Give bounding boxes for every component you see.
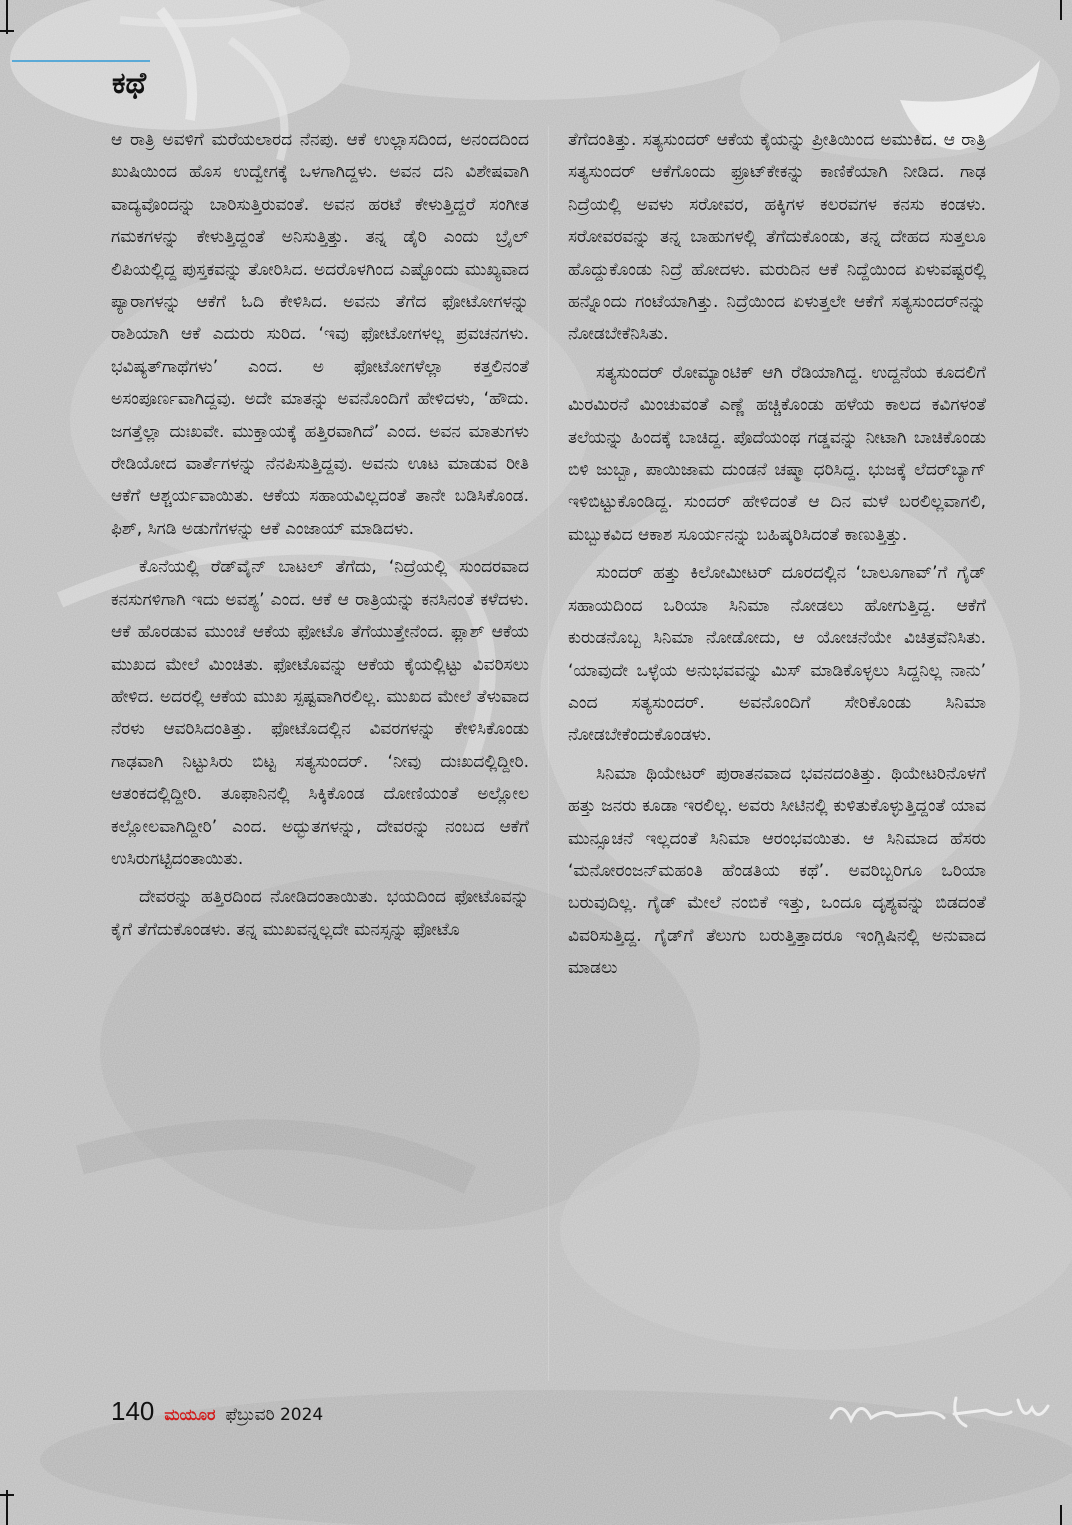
section-label: ಕಥೆ: [112, 66, 147, 101]
paragraph: ಕೊನೆಯಲ್ಲಿ ರೆಡ್‌ವೈನ್ ಬಾಟಲ್ ತೆಗೆದು, ‘ನಿದ್ರೆಯಲ್ಲಿ ಸುಂದರವಾದ ಕನಸುಗಳಿಗಾಗಿ ಇದು ಅವಶ್ಯ’ ಎಂದ. ಆಕೆ ಆ ರಾತ್ರಿಯನ್ನು ಕನಸಿನಂತೆ ಕಳೆದಳು. ಆಕೆ ಹೊರಡುವ ಮುಂಚೆ ಆಕೆಯ ಫೋಟೊ ತೆಗೆಯುತ್ತೇನೆಂದ. ಫ್ಲಾಶ್ ಆಕೆಯ ಮುಖದ ಮೇಲೆ ಮಿಂಚಿತು. ಫೋಟೊವನ್ನು ಆಕೆಯ ಕೈಯಲ್ಲಿಟ್ಟು ವಿವರಿಸಲು ಹೇಳಿದ. ಅದರಲ್ಲಿ ಆಕೆಯ ಮುಖ ಸ್ಪಷ್ಟವಾಗಿರಲಿಲ್ಲ. ಮುಖದ ಮೇಲೆ ತೆಳುವಾದ ನೆರಳು ಆವರಿಸಿದಂತಿತ್ತು. ಫೋಟೊದಲ್ಲಿನ ವಿವರಗಳನ್ನು ಕೇಳಿಸಿಕೊಂಡು ಗಾಢವಾಗಿ ನಿಟ್ಟುಸಿರು ಬಿಟ್ಟ ಸತ್ಯಸುಂದರ್. ‘ನೀವು ದುಃಖದಲ್ಲಿದ್ದೀರಿ. ಆತಂಕದಲ್ಲಿದ್ದೀರಿ. ತೂಫಾನಿನಲ್ಲಿ ಸಿಕ್ಕಿಕೊಂಡ ದೋಣಿಯಂತೆ ಅಲ್ಲೋಲ ಕಲ್ಲೋಲವಾಗಿದ್ದೀರಿ’ ಎಂದ. ಅದ್ಭುತಗಳನ್ನು, ದೇವರನ್ನು ನಂಬದ ಆಕೆಗೆ ಉಸಿರುಗಟ್ಟಿದಂತಾಯಿತು.: [111, 557, 529, 869]
crop-mark: [1060, 0, 1062, 20]
paragraph: ತೆಗೆದಂತಿತ್ತು. ಸತ್ಯಸುಂದರ್ ಆಕೆಯ ಕೈಯನ್ನು ಪ್ರೀತಿಯಿಂದ ಅಮುಕಿದ. ಆ ರಾತ್ರಿ ಸತ್ಯಸುಂದರ್ ಆಕೆಗೊಂದು ಫ್ರೂಟ್‌ಕೇಕನ್ನು ಕಾಣಿಕೆಯಾಗಿ ನೀಡಿದ. ಗಾಢ ನಿದ್ರೆಯಲ್ಲಿ ಅವಳು ಸರೋವರ, ಹಕ್ಕಿಗಳ ಕಲರವಗಳ ಕನಸು ಕಂಡಳು. ಸರೋವರವನ್ನು ತನ್ನ ಬಾಹುಗಳಲ್ಲಿ ತೆಗೆದುಕೊಂಡು, ತನ್ನ ದೇಹದ ಸುತ್ತಲೂ ಹೊದ್ದುಕೊಂಡು ನಿದ್ರೆ ಹೋದಳು. ಮರುದಿನ ಆಕೆ ನಿದ್ದೆಯಿಂದ ಏಳುವಷ್ಟರಲ್ಲಿ ಹನ್ನೊಂದು ಗಂಟೆಯಾಗಿತ್ತು. ನಿದ್ರೆಯಿಂದ ಏಳುತ್ತಲೇ ಆಕೆಗೆ ಸತ್ಯಸುಂದರ್‌ನನ್ನು ನೋಡಬೇಕೆನಿಸಿತು.: [568, 130, 986, 345]
paragraph: ಆ ರಾತ್ರಿ ಅವಳಿಗೆ ಮರೆಯಲಾರದ ನೆನಪು. ಆಕೆ ಉಲ್ಲಾಸದಿಂದ, ಅನಂದದಿಂದ ಖುಷಿಯಿಂದ ಹೊಸ ಉದ್ವೇಗಕ್ಕೆ ಒಳಗಾಗಿದ್ದಳು. ಅವನ ದನಿ ವಿಶೇಷವಾಗಿ ವಾದ್ಯವೊಂದನ್ನು ಬಾರಿಸುತ್ತಿರುವಂತೆ. ಅವನ ಹರಟೆ ಕೇಳುತ್ತಿದ್ದರೆ ಸಂಗೀತ ಗಮಕಗಳನ್ನು ಕೇಳುತ್ತಿದ್ದಂತೆ ಅನಿಸುತ್ತಿತ್ತು. ತನ್ನ ಡೈರಿ ಎಂದು ಬ್ರೈಲ್ ಲಿಪಿಯಲ್ಲಿದ್ದ ಪುಸ್ತಕವನ್ನು ತೋರಿಸಿದ. ಅದರೊಳಗಿಂದ ಎಷ್ಟೊಂದು ಮುಖ್ಯವಾದ ಪ್ಯಾರಾಗಳನ್ನು ಆಕೆಗೆ ಓದಿ ಕೇಳಿಸಿದ. ಅವನು ತೆಗೆದ ಫೋಟೋಗಳನ್ನು ರಾಶಿಯಾಗಿ ಆಕೆ ಎದುರು ಸುರಿದ. ‘ಇವು ಫೋಟೋಗಳಲ್ಲ ಪ್ರವಚನಗಳು. ಭವಿಷ್ಯತ್‌ಗಾಥೆಗಳು’ ಎಂದ. ಅ ಫೋಟೋಗಳೆಲ್ಲಾ ಕತ್ತಲಿನಂತೆ ಅಸಂಪೂರ್ಣವಾಗಿದ್ದವು. ಅದೇ ಮಾತನ್ನು ಅವನೊಂದಿಗೆ ಹೇಳಿದಳು, ‘ಹೌದು. ಜಗತ್ತೆಲ್ಲಾ ದುಃಖವೇ. ಮುಕ್ತಾಯಕ್ಕೆ ಹತ್ತಿರವಾಗಿದೆ’ ಎಂದ. ಅವನ ಮಾತುಗಳು ರೇಡಿಯೋದ ವಾರ್ತೆಗಳನ್ನು ನೆನಪಿಸುತ್ತಿದ್ದವು. ಅವನು ಊಟ ಮಾಡುವ ರೀತಿ ಆಕೆಗೆ ಆಶ್ಚರ್ಯವಾಯಿತು. ಆಕೆಯ ಸಹಾಯವಿಲ್ಲದಂತೆ ತಾನೇ ಬಡಿಸಿಕೊಂಡ. ಫಿಶ್, ಸಿಗಡಿ ಅಡುಗೆಗಳನ್ನು ಆಕೆ ಎಂಜಾಯ್ ಮಾಡಿದಳು.: [111, 130, 529, 539]
paragraph: ಸತ್ಯಸುಂದರ್ ರೋಮ್ಯಾಂಟಿಕ್ ಆಗಿ ರೆಡಿಯಾಗಿದ್ದ. ಉದ್ದನೆಯ ಕೂದಲಿಗೆ ಮಿರಮಿರನೆ ಮಿಂಚುವಂತೆ ಎಣ್ಣೆ ಹಚ್ಚಿಕೊಂಡು ಹಳೆಯ ಕಾಲದ ಕವಿಗಳಂತೆ ತಲೆಯನ್ನು ಹಿಂದಕ್ಕೆ ಬಾಚಿದ್ದ. ಪೊದೆಯಂಥ ಗಡ್ಡವನ್ನು ನೀಟಾಗಿ ಬಾಚಿಕೊಂಡು ಬಿಳಿ ಜುಬ್ಬಾ, ಪಾಯಿಜಾಮ ದುಂಡನೆ ಚಷ್ಮಾ ಧರಿಸಿದ್ದ. ಭುಜಕ್ಕೆ ಲೆದರ್‌ಬ್ಯಾಗ್ ಇಳಿಬಿಟ್ಟುಕೊಂಡಿದ್ದ. ಸುಂದರ್ ಹೇಳಿದಂತೆ ಆ ದಿನ ಮಳೆ ಬರಲಿಲ್ಲವಾಗಲಿ, ಮಬ್ಬುಕವಿದ ಆಕಾಶ ಸೂರ್ಯನನ್ನು ಬಹಿಷ್ಕರಿಸಿದಂತೆ ಕಾಣುತ್ತಿತ್ತು.: [568, 362, 986, 545]
paragraph: ಸಿನಿಮಾ ಥಿಯೇಟರ್ ಪುರಾತನವಾದ ಭವನದಂತಿತ್ತು. ಥಿಯೇಟರಿನೊಳಗೆ ಹತ್ತು ಜನರು ಕೂಡಾ ಇರಲಿಲ್ಲ. ಅವರು ಸೀಟಿನಲ್ಲಿ ಕುಳಿತುಕೊಳ್ಳುತ್ತಿದ್ದಂತೆ ಯಾವ ಮುನ್ಸೂಚನೆ ಇಲ್ಲದಂತೆ ಸಿನಿಮಾ ಆರಂಭವಯಿತು. ಆ ಸಿನಿಮಾದ ಹೆಸರು ‘ಮನೋರಂಜನ್‌ಮಹಂತಿ ಹೆಂಡತಿಯ ಕಥೆ’. ಅವರಿಬ್ಬರಿಗೂ ಒರಿಯಾ ಬರುವುದಿಲ್ಲ. ಗೈಡ್ ಮೇಲೆ ನಂಬಿಕೆ ಇತ್ತು, ಒಂದೂ ದೃಶ್ಯವನ್ನು ಬಿಡದಂತೆ ವಿವರಿಸುತ್ತಿದ್ದ. ಗೈಡ್‌ಗೆ ತೆಲುಗು ಬರುತ್ತಿತ್ತಾದರೂ ಇಂಗ್ಲಿಷಿನಲ್ಲಿ ಅನುವಾದ ಮಾಡಲು: [568, 763, 986, 979]
article-column-right: [568, 124, 986, 991]
crop-mark: [0, 1494, 14, 1496]
page-number: 140: [111, 1396, 155, 1426]
crop-mark: [0, 30, 14, 32]
magazine-logo: ಮಯೂರ: [164, 1405, 216, 1424]
crop-mark: [1060, 1505, 1062, 1525]
crop-mark: [6, 0, 8, 34]
section-rule: [12, 60, 150, 62]
issue-date: ಫೆಬ್ರುವರಿ 2024: [225, 1405, 324, 1425]
artist-signature: [826, 1388, 1056, 1438]
paragraph: ಸುಂದರ್ ಹತ್ತು ಕಿಲೋಮೀಟರ್ ದೂರದಲ್ಲಿನ ‘ಬಾಲೂಗಾವ್’ಗೆ ಗೈಡ್ ಸಹಾಯದಿಂದ ಒರಿಯಾ ಸಿನಿಮಾ ನೋಡಲು ಹೋಗುತ್ತಿದ್ದ. ಆಕೆಗೆ ಕುರುಡನೊಬ್ಬ ಸಿನಿಮಾ ನೋಡೋದು, ಆ ಯೋಚನೆಯೇ ವಿಚಿತ್ರವೆನಿಸಿತು. ‘ಯಾವುದೇ ಒಳ್ಳೆಯ ಅನುಭವವನ್ನು ಮಿಸ್ ಮಾಡಿಕೊಳ್ಳಲು ಸಿದ್ದನಿಲ್ಲ ನಾನು’ ಎಂದ ಸತ್ಯಸುಂದರ್. ಅವನೊಂದಿಗೆ ಸೇರಿಕೊಂಡು ಸಿನಿಮಾ ನೋಡಬೇಕೆಂದುಕೊಂಡಳು.: [568, 563, 986, 746]
article-column-left: [111, 124, 529, 952]
paragraph: ದೇವರನ್ನು ಹತ್ತಿರದಿಂದ ನೋಡಿದಂತಾಯಿತು. ಭಯದಿಂದ ಫೋಟೊವನ್ನು ಕೈಗೆ ತೆಗೆದುಕೊಂಡಳು. ತನ್ನ ಮುಖವನ್ನಲ್ಲದೇ ಮನಸ್ಸನ್ನು ಫೋಟೊ: [111, 887, 529, 940]
column-divider: [548, 126, 549, 1381]
page-footer: [111, 1396, 323, 1427]
